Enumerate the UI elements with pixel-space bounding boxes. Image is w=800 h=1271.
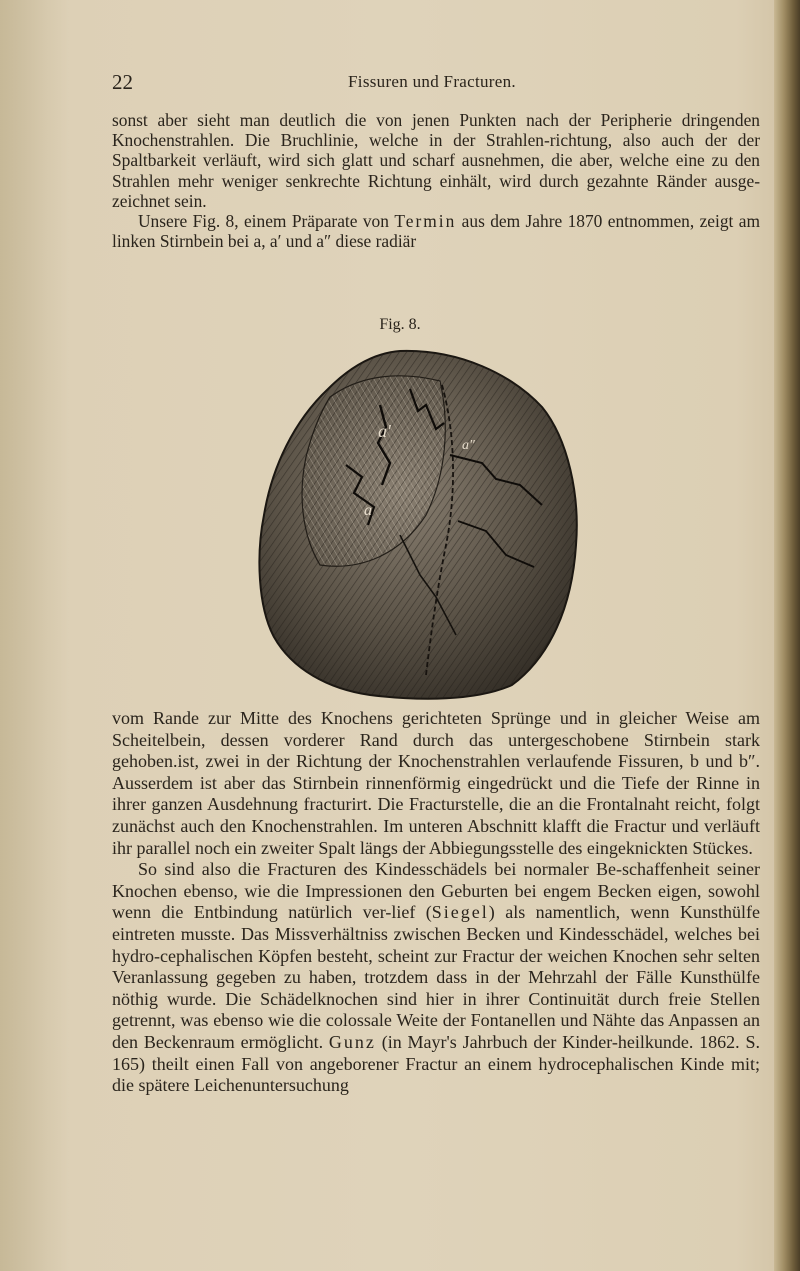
author-siegel: Siegel: [431, 902, 489, 923]
figure-label-a: a: [364, 502, 372, 519]
paragraph-1: sonst aber sieht man deutlich die von jenen Punkten nach der Peripherie dringenden Knochenstrahlen. Die Bruchlinie, welche in der Strahlen-richtung, also auch der der Spaltbarkeit verläuft, wird sich glatt und scharf ausnehmen, die aber, welche eine zu den Strahlen mehr weniger senkrechte Richtung einhält, wird durch gezahnte Ränder ausge-zeichnet sein.: [112, 110, 760, 211]
paragraph-2-end: aus dem Jahre 1870 entnommen, zeigt am linken Stirnbein bei a, a′ und a″ diese radiär: [112, 211, 760, 252]
paragraph-4: [112, 859, 760, 1097]
paragraph-4-part-2: ) als namentlich, wenn Kunsthülfe eintreten musste. Das Missverhältniss zwischen Becken und Kindesschädel, welches bei hydro-cephalischen Köpfen besteht, scheint zur Fractur der weichen Knochen sehr selten Veranlassung gegeben zu haben, trotzdem dass in der Mehrzahl der Fälle Kunsthülfe nöthig wurde. Die Schädelknochen sind hier in ihrer Continuität durch freie Stellen getrennt, was ebenso wie die colossale Weite der Fontanellen und Nähte das Anpassen an den Beckenraum ermöglicht.: [112, 902, 760, 1052]
figure-caption: Fig. 8.: [379, 316, 421, 333]
paragraph-4-part-1: So sind also die Fracturen des Kindesschädels bei normaler Be-schaffenheit seiner Knochen ebenso, wie die Impressionen den Geburten bei engem Becken eigen, sowohl wenn die Entbindung natürlich ver-lief (: [112, 859, 760, 923]
author-termin: Termin: [394, 211, 457, 232]
upper-text-block: [112, 110, 760, 251]
figure-label-a2: a″: [462, 438, 475, 453]
paragraph-2: [112, 211, 760, 251]
paragraph-3: vom Rande zur Mitte des Knochens gerichteten Sprünge und in gleicher Weise am Scheitelbein, dessen vorderer Rand durch das untergeschobene Stirnbein stark gehoben.ist, zwei in der Richtung der Knochenstrahlen verlaufende Fissuren, b und b″. Ausserdem ist aber das Stirnbein rinnenförmig eingedrückt und die Tiefe der Rinne in ihrer ganzen Ausdehnung fracturirt. Die Fracturstelle, die an die Frontalnaht reicht, folgt zunächst auch den Knochenstrahlen. Im unteren Abschnitt klafft die Fractur und verläuft ihr parallel noch ein zweiter Spalt längs der Abbiegungsstelle des eingeknickten Stückes.: [112, 708, 760, 858]
skull-figure: [250, 345, 586, 703]
figure-label-a1: a′: [378, 421, 391, 441]
paragraph-2-start: Unsere Fig. 8, einem Präparate von: [138, 211, 395, 232]
book-spine-edge: [774, 0, 800, 1271]
page-edge-shading: [0, 0, 70, 1271]
running-title: Fissuren und Fracturen.: [348, 72, 516, 91]
paragraph-4-part-3: (in Mayr's Jahrbuch der Kinder-heilkunde. 1862. S. 165) theilt einen Fall von angeborener Fractur an einem hydrocephalischen Kinde mit; die spätere Leichenuntersuchung: [112, 1031, 760, 1096]
page-number: 22: [112, 70, 133, 94]
lower-text-block: [112, 708, 760, 1097]
author-gunz: Gunz: [328, 1031, 376, 1052]
page-header: [112, 70, 752, 100]
skull-fracture-illustration: [250, 345, 586, 703]
